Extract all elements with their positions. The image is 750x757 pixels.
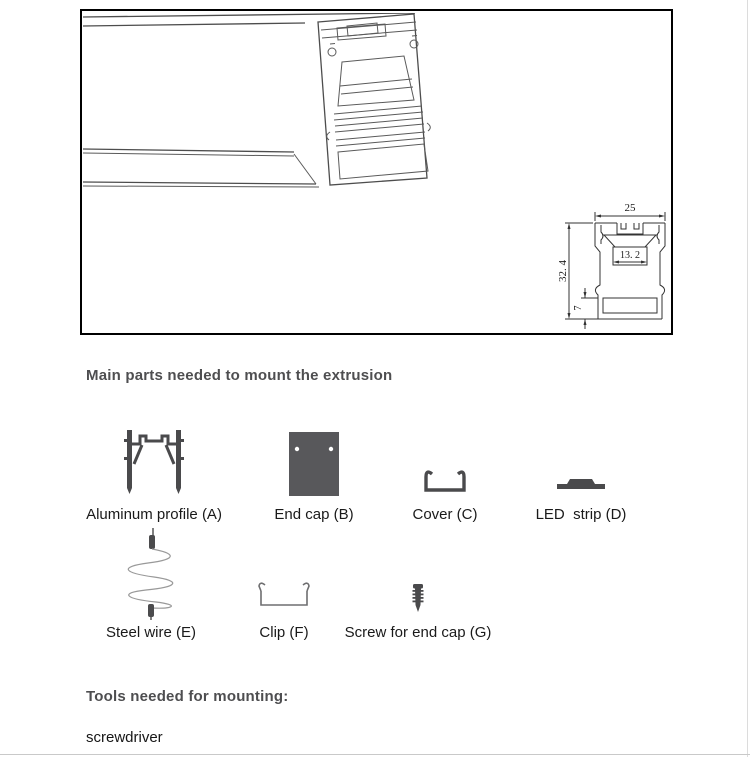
part-item-led-strip bbox=[526, 424, 636, 523]
aluminum-profile-icon bbox=[123, 428, 185, 496]
main-parts-heading: Main parts needed to mount the extrusion bbox=[86, 367, 393, 384]
dim-inner-width-label: 13. 2 bbox=[620, 250, 640, 261]
tool-item-screwdriver: screwdriver bbox=[86, 729, 163, 746]
page-edge-bottom bbox=[0, 754, 750, 755]
steel-wire-icon bbox=[116, 528, 186, 620]
part-item-screw bbox=[338, 528, 498, 641]
part-label: Screw for end cap (G) bbox=[344, 624, 492, 641]
extrusion-isometric-drawing bbox=[83, 13, 435, 199]
part-label: End cap (B) bbox=[274, 506, 354, 523]
technical-drawing-panel bbox=[80, 9, 673, 335]
tools-heading: Tools needed for mounting: bbox=[86, 688, 289, 705]
part-item-steel-wire bbox=[95, 528, 207, 641]
part-item-aluminum-profile bbox=[86, 424, 222, 523]
dim-height-label: 32. 4 bbox=[557, 260, 569, 282]
clip-icon bbox=[256, 580, 312, 610]
part-item-cover bbox=[399, 424, 491, 523]
part-item-end-cap bbox=[268, 424, 360, 523]
part-item-clip bbox=[238, 528, 330, 641]
end-cap-icon bbox=[289, 432, 339, 496]
page-edge-right bbox=[747, 0, 748, 757]
extrusion-cross-section-drawing bbox=[557, 192, 673, 330]
cover-icon bbox=[423, 468, 467, 494]
screw-icon bbox=[411, 584, 425, 614]
part-label: Cover (C) bbox=[412, 506, 478, 523]
dim-width-label: 25 bbox=[624, 202, 636, 214]
dim-bottom-depth-label: 7 bbox=[573, 305, 584, 311]
led-strip-icon bbox=[557, 477, 605, 489]
part-label: Clip (F) bbox=[259, 624, 309, 641]
part-label: Aluminum profile (A) bbox=[86, 506, 222, 523]
part-label: Steel wire (E) bbox=[105, 624, 197, 641]
part-label: LED strip (D) bbox=[535, 506, 627, 523]
